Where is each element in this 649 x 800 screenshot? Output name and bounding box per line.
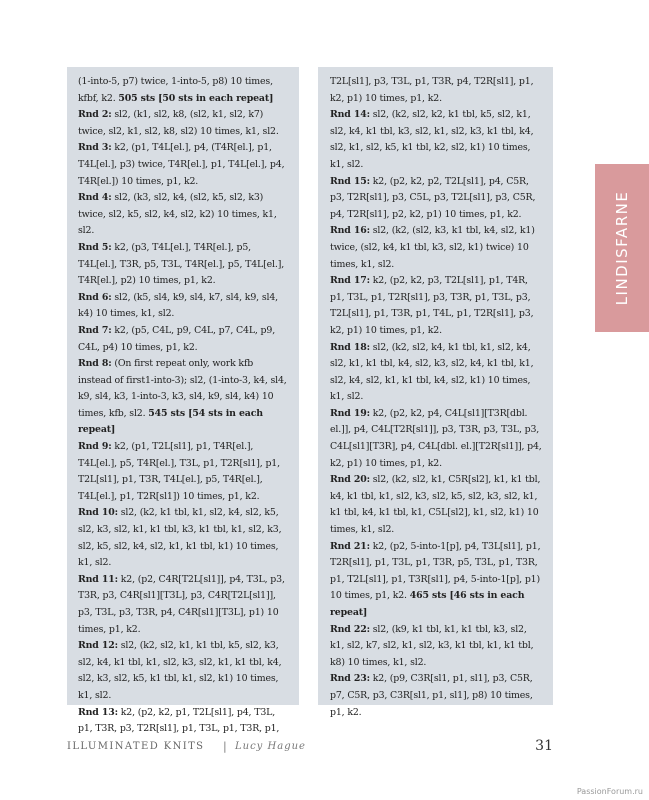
page-footer bbox=[67, 738, 557, 758]
round-label: Rnd 22: bbox=[330, 623, 370, 635]
pattern-round bbox=[330, 671, 543, 721]
round-label: Rnd 10: bbox=[78, 507, 118, 519]
round-instructions: k2, (p2, k2, p4, C4L[sl1][T3R[dbl. el.]], p4, C4L[T2R[sl1]], p3, T3R, p3, T3L, p3, C4L[sl1][T3R], p4, C4L[dbl. el.][T2R[sl1]], p4, k2, p1) 10 times, p1, k2. bbox=[330, 407, 542, 469]
round-instructions: sl2, (k5, sl4, k9, sl4, k7, sl4, k9, sl4, k4) 10 times, k1, sl2. bbox=[78, 291, 278, 320]
round-label: Rnd 7: bbox=[78, 324, 112, 336]
round-instructions: k2, (p1, T2L[sl1], p1, T4R[el.], T4L[el.], p5, T4R[el.], T3L, p1, T2R[sl1], p1, T2L[sl1], p1, T3R, T4L[el.], p5, T4R[el.], T4L[el.], p1, T2R[sl1]) 10 times, p1, k2. bbox=[78, 441, 280, 502]
round-instructions: sl2, (k3, sl2, k4, (sl2, k5, sl2, k3) twice, sl2, k5, sl2, k4, sl2, k2) 10 times, k1, sl2. bbox=[78, 192, 277, 237]
pattern-round bbox=[78, 323, 289, 356]
pattern-round bbox=[330, 622, 543, 672]
round-label: Rnd 9: bbox=[78, 441, 112, 453]
round-label: Rnd 14: bbox=[330, 109, 370, 121]
pattern-round bbox=[330, 74, 543, 107]
pattern-round bbox=[330, 273, 543, 339]
round-instructions: k2, (p1, T4L[el.], p4, (T4R[el.], p1, T4L[el.], p3) twice, T4R[el.], p1, T4L[el.], p4, T4R[el.]) 10 times, p1, k2. bbox=[78, 142, 285, 187]
round-label: Rnd 3: bbox=[78, 142, 112, 154]
watermark: PassionForum.ru bbox=[576, 787, 643, 796]
round-instructions: (1-into-5, p7) twice, 1-into-5, p8) 10 times, kfbf, k2. bbox=[78, 76, 273, 104]
pattern-round bbox=[78, 290, 289, 323]
round-instructions: sl2, (k2, (sl2, k3, k1 tbl, k4, sl2, k1) twice, (sl2, k4, k1 tbl, k3, sl2, k1) twice) 10 times, k1, sl2. bbox=[330, 225, 535, 270]
round-instructions: sl2, (k2, sl2, k1, C5R[sl2], k1, k1 tbl, k4, k1 tbl, k1, sl2, k3, sl2, k5, sl2, k3, sl2, k1, k1 tbl, k4, k1 tbl, k1, C5L[sl2], k1, sl2, k1) 10 times, k1, sl2. bbox=[330, 474, 541, 536]
round-instructions: sl2, (k2, sl2, k1, k1 tbl, k5, sl2, k3, sl2, k4, k1 tbl, k1, sl2, k3, sl2, k1, k1 tbl, k4, sl2, k3, sl2, k5, k1 tbl, k1, sl2, k1) 10 times, k1, sl2. bbox=[78, 640, 282, 701]
footer-book-title: ILLUMINATED KNITS bbox=[67, 741, 205, 752]
stitch-count: 505 sts [50 sts in each repeat] bbox=[118, 92, 274, 104]
round-instructions: k2, (p2, 5-into-1[p], p4, T3L[sl1], p1, T2R[sl1], p1, T3L, p1, T3R, p5, T3L, p1, T3R, p1, T2L[sl1], p1, T3R[sl1], p4, 5-into-1[p], p1) 10 times, p1, k2. bbox=[330, 540, 541, 602]
round-instructions: (On first repeat only, work kfb instead of first1-into-3); sl2, (1-into-3, k4, sl4, k9, sl4, k3, 1-into-3, k3, sl4, k9, sl4, k4) 10 times, kfb, sl2. bbox=[78, 358, 287, 419]
round-label: Rnd 13: bbox=[78, 706, 118, 718]
round-label: Rnd 21: bbox=[330, 540, 370, 552]
footer-separator: | bbox=[223, 740, 227, 753]
pattern-round bbox=[78, 190, 289, 240]
pattern-round bbox=[330, 174, 543, 224]
round-label: Rnd 8: bbox=[78, 358, 112, 370]
pattern-round bbox=[330, 223, 543, 273]
round-label: Rnd 18: bbox=[330, 341, 370, 353]
round-instructions: sl2, (k2, k1 tbl, k1, sl2, k4, sl2, k5, sl2, k3, sl2, k1, k1 tbl, k3, k1 tbl, k1, sl2, k3, sl2, k5, sl2, k4, sl2, k1, k1 tbl, k1) 10 times, k1, sl2. bbox=[78, 507, 282, 569]
round-instructions: sl2, (k2, sl2, k4, k1 tbl, k1, sl2, k4, sl2, k1, k1 tbl, k4, sl2, k3, sl2, k4, k1 tbl, k1, sl2, k4, sl2, k1, k1 tbl, k4, sl2, k1) 10 times, k1, sl2. bbox=[330, 341, 534, 403]
side-tab-label: LINDISFARNE bbox=[613, 190, 631, 306]
round-instructions: sl2, (k1, sl2, k8, (sl2, k1, sl2, k7) twice, sl2, k1, sl2, k8, sl2) 10 times, k1, sl2. bbox=[78, 109, 279, 137]
round-instructions: k2, (p2, k2, p1, T2L[sl1], p4, T3L, p1, T3R, p3, T2R[sl1], p1, T3L, p1, T3R, p1, bbox=[78, 706, 280, 735]
round-label: Rnd 19: bbox=[330, 407, 370, 419]
section-side-tab bbox=[595, 164, 649, 332]
round-label: Rnd 5: bbox=[78, 241, 112, 253]
round-label: Rnd 12: bbox=[78, 640, 118, 652]
round-instructions: k2, (p3, T4L[el.], T4R[el.], p5, T4L[el.], T3R, p5, T3L, T4R[el.], p5, T4L[el.], T4R[el.], p2) 10 times, p1, k2. bbox=[78, 241, 285, 287]
pattern-round bbox=[78, 107, 289, 140]
pattern-round bbox=[78, 74, 289, 107]
round-label: Rnd 17: bbox=[330, 275, 370, 287]
stitch-count: 545 sts [54 sts in each repeat] bbox=[78, 407, 263, 436]
pattern-column-right bbox=[318, 67, 553, 718]
pattern-round bbox=[330, 340, 543, 406]
round-label: Rnd 15: bbox=[330, 175, 370, 187]
pattern-round bbox=[330, 107, 543, 173]
round-instructions: k2, (p9, C3R[sl1, p1, sl1], p3, C5R, p7, C5R, p3, C3R[sl1, p1, sl1], p8) 10 times, p1, k2. bbox=[330, 673, 533, 718]
round-label: Rnd 2: bbox=[78, 109, 112, 121]
pattern-round bbox=[78, 572, 289, 638]
pattern-round bbox=[78, 439, 289, 505]
pattern-round bbox=[78, 505, 289, 571]
round-label: Rnd 16: bbox=[330, 225, 370, 237]
pattern-round bbox=[330, 539, 543, 622]
round-instructions: T2L[sl1], p3, T3L, p1, T3R, p4, T2R[sl1], p1, k2, p1) 10 times, p1, k2. bbox=[330, 76, 534, 104]
footer-author: Lucy Hague bbox=[235, 741, 306, 752]
round-instructions: sl2, (k9, k1 tbl, k1, k1 tbl, k3, sl2, k1, sl2, k7, sl2, k1, sl2, k3, k1 tbl, k1, k1 tbl, k8) 10 times, k1, sl2. bbox=[330, 623, 534, 668]
round-label: Rnd 20: bbox=[330, 474, 370, 486]
pattern-round bbox=[78, 356, 289, 439]
pattern-round bbox=[330, 406, 543, 472]
pattern-round bbox=[78, 705, 289, 738]
round-instructions: k2, (p2, k2, p2, T2L[sl1], p4, C5R, p3, T2R[sl1], p3, C5L, p3, T2L[sl1], p3, C5R, p4, T2R[sl1], p2, k2, p1) 10 times, p1, k2. bbox=[330, 175, 536, 220]
page-number: 31 bbox=[535, 738, 553, 754]
pattern-round bbox=[78, 140, 289, 190]
round-instructions: k2, (p2, C4R[T2L[sl1]], p4, T3L, p3, T3R, p3, C4R[sl1][T3L], p3, C4R[T2L[sl1]], p3, T3L, p3, T3R, p4, C4R[sl1][T3L], p1) 10 times, p1, k2. bbox=[78, 573, 285, 635]
round-label: Rnd 23: bbox=[330, 673, 370, 685]
round-instructions: sl2, (k2, sl2, k2, k1 tbl, k5, sl2, k1, sl2, k4, k1 tbl, k3, sl2, k1, sl2, k3, k1 tbl, k4, sl2, k1, sl2, k5, k1 tbl, k2, sl2, k1) 10 times, k1, sl2. bbox=[330, 109, 534, 170]
pattern-round bbox=[78, 240, 289, 290]
round-instructions: k2, (p2, k2, p3, T2L[sl1], p1, T4R, p1, T3L, p1, T2R[sl1], p3, T3R, p1, T3L, p3, T2L[sl1], p1, T3R, p1, T4L, p1, T2R[sl1], p3, k2, p1) 10 times, p1, k2. bbox=[330, 275, 534, 336]
round-label: Rnd 4: bbox=[78, 192, 112, 204]
round-label: Rnd 6: bbox=[78, 291, 112, 303]
round-instructions: k2, (p5, C4L, p9, C4L, p7, C4L, p9, C4L, p4) 10 times, p1, k2. bbox=[78, 324, 276, 353]
pattern-round bbox=[78, 638, 289, 704]
pattern-column-left bbox=[67, 67, 299, 735]
pattern-round bbox=[330, 472, 543, 538]
round-label: Rnd 11: bbox=[78, 573, 118, 585]
stitch-count: 465 sts [46 sts in each repeat] bbox=[330, 590, 525, 618]
